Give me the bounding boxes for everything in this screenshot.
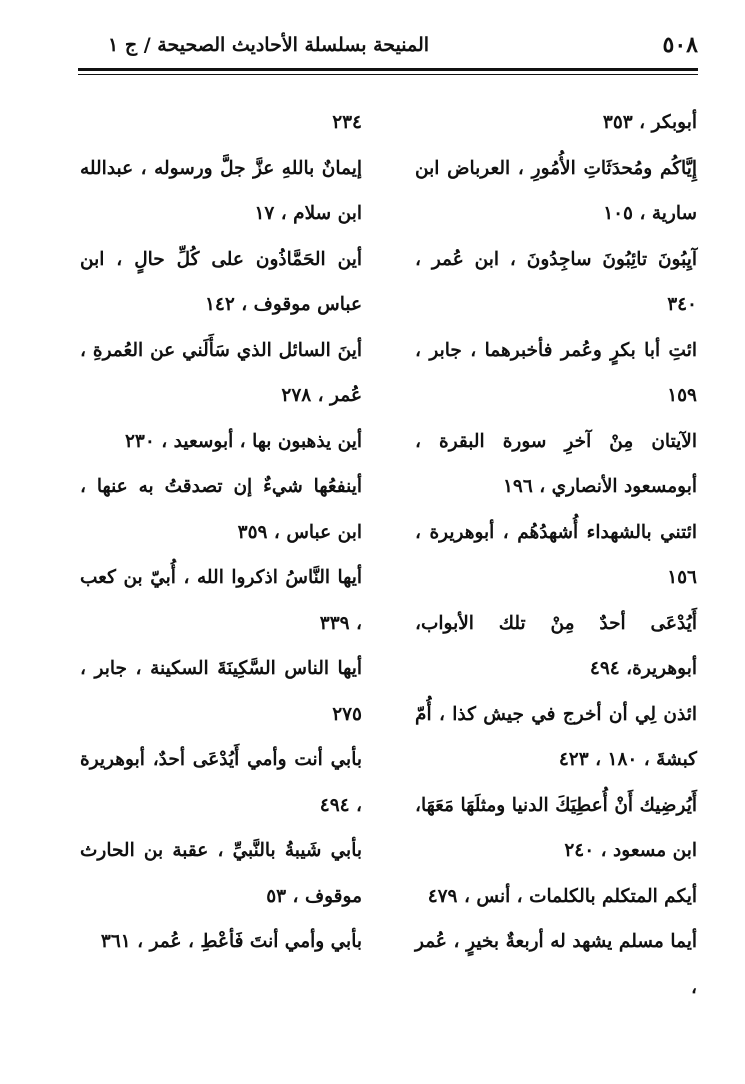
index-entry (415, 328, 697, 419)
index-entry (80, 100, 362, 146)
index-entry (80, 828, 362, 919)
entry-ref: ١٥٩ (667, 385, 697, 406)
index-entry (80, 464, 362, 555)
entry-text: أَيُرضِيك أَنْ أُعطِيَكَ الدنيا ومثلَهَا مَعَهَا، ابن مسعود ، (415, 794, 697, 861)
entry-text: بأبي أنت وأمي أَيُدْعَى أحدٌ، أبوهريرة ، (80, 749, 362, 816)
index-entry (415, 510, 697, 601)
index-entry (80, 555, 362, 646)
entry-text: أيما مسلم يشهد له أربعةٌ بخيرٍ ، عُمر ، (415, 931, 697, 998)
index-entry (415, 601, 697, 692)
index-entry (415, 237, 697, 328)
entry-ref: ٥٣ (266, 885, 287, 907)
entry-ref: ١٠٥ (603, 203, 633, 224)
entry-ref: ٣٤٠ (667, 294, 697, 315)
index-entry (415, 783, 697, 874)
entry-text: الآيتان مِنْ آخرِ سورة البقرة ، أبومسعود الأنصاري ، (415, 430, 697, 497)
page-number: ٥٠٨ (662, 32, 698, 58)
index-entry (415, 100, 697, 146)
entry-ref: ١٧ (254, 203, 275, 224)
index-entry (415, 146, 697, 237)
index-entry (80, 237, 362, 328)
entry-text: ائتني بالشهداء أُشهدُهُم ، أبوهريرة ، (415, 521, 697, 543)
index-entry (80, 646, 362, 737)
entry-text: أين يذهبون بها ، أبوسعيد ، (154, 430, 362, 452)
entry-ref: ٤٩٤ (589, 658, 620, 679)
header-rule-thick (78, 68, 698, 71)
entry-text: أيها الناس السَّكِينَةَ السكينة ، جابر ، (80, 658, 362, 679)
entry-text: إيمانٌ باللهِ عزَّ جلَّ ورسوله ، عبدالله ابن سلام ، (80, 157, 362, 224)
index-entry (415, 874, 697, 920)
entry-ref: ١٥٦ (667, 567, 697, 588)
entry-ref: ٢٣٤ (332, 112, 362, 133)
entry-text: أيها النَّاسُ اذكروا الله ، أُبيّ بن كعب ، (80, 567, 362, 634)
entry-ref: ١٨٠ ، ٤٢٣ (558, 749, 638, 770)
entry-ref: ١٩٦ (502, 476, 533, 497)
entry-ref: ٢٣٠ (125, 430, 155, 452)
index-entry (80, 146, 362, 237)
entry-ref: ٣٥٣ (602, 112, 633, 133)
entry-text: أَيُدْعَى أحدٌ مِنْ تلك الأبواب، أبوهريرة، (415, 612, 697, 679)
entry-text: بأبي شَيبةُ بالنَّبيِّ ، عقبة بن الحارث موقوف ، (80, 840, 362, 907)
entry-ref: ٤٧٩ (427, 885, 458, 907)
running-title: المنيحة بسلسلة الأحاديث الصحيحة / ج ١ (108, 34, 430, 56)
entry-ref: ٤٩٤ (319, 794, 350, 816)
entry-text: ائذن لِي أن أخرج في جيش كذا ، أُمّ كبشةَ ، (415, 703, 697, 770)
entry-ref: ٢٧٥ (332, 703, 362, 725)
entry-text: أينفعُها شيءٌ إن تصدقتُ به عنها ، ابن عباس ، (80, 476, 362, 543)
entry-text: أينَ السائل الذي سَأَلَني عن العُمرةِ ، عُمر ، (80, 339, 362, 406)
page-header (78, 30, 698, 64)
entry-text: أبوبكر ، (632, 112, 697, 133)
entry-text: بأبي وأمي أنتَ فَأعْطِ ، عُمر ، (130, 931, 362, 952)
entry-text: ائتِ أبا بكرٍ وعُمر فأخبرهما ، جابر ، (415, 339, 697, 361)
entry-text: آيِبُونَ تائِبُونَ ساجِدُونَ ، ابن عُمر ، (415, 248, 697, 270)
left-column (80, 100, 362, 965)
index-entry (80, 919, 362, 965)
entry-text: أيكم المتكلم بالكلمات ، أنس ، (457, 885, 697, 907)
index-entry (415, 919, 697, 1010)
index-entry (415, 692, 697, 783)
right-column (415, 100, 697, 1010)
entry-text: أين الحَمَّاذُون على كُلِّ حالٍ ، ابن عباس موقوف ، (80, 248, 362, 315)
index-entry (80, 328, 362, 419)
entry-ref: ١٤٢ (205, 294, 235, 315)
entry-ref: ٢٤٠ (564, 840, 595, 861)
header-rule-thin (78, 74, 698, 75)
entry-ref: ٣٥٩ (237, 521, 268, 543)
index-entry (415, 419, 697, 510)
entry-ref: ٣٣٩ (319, 612, 350, 634)
index-entry (80, 737, 362, 828)
entry-ref: ٢٧٨ (281, 385, 312, 406)
entry-ref: ٣٦١ (100, 931, 131, 952)
index-entry (80, 419, 362, 465)
entry-text: إِيَّاكُم ومُحدَثَاتِ الأُمُورِ ، العرباض ابن سارية ، (415, 157, 697, 224)
